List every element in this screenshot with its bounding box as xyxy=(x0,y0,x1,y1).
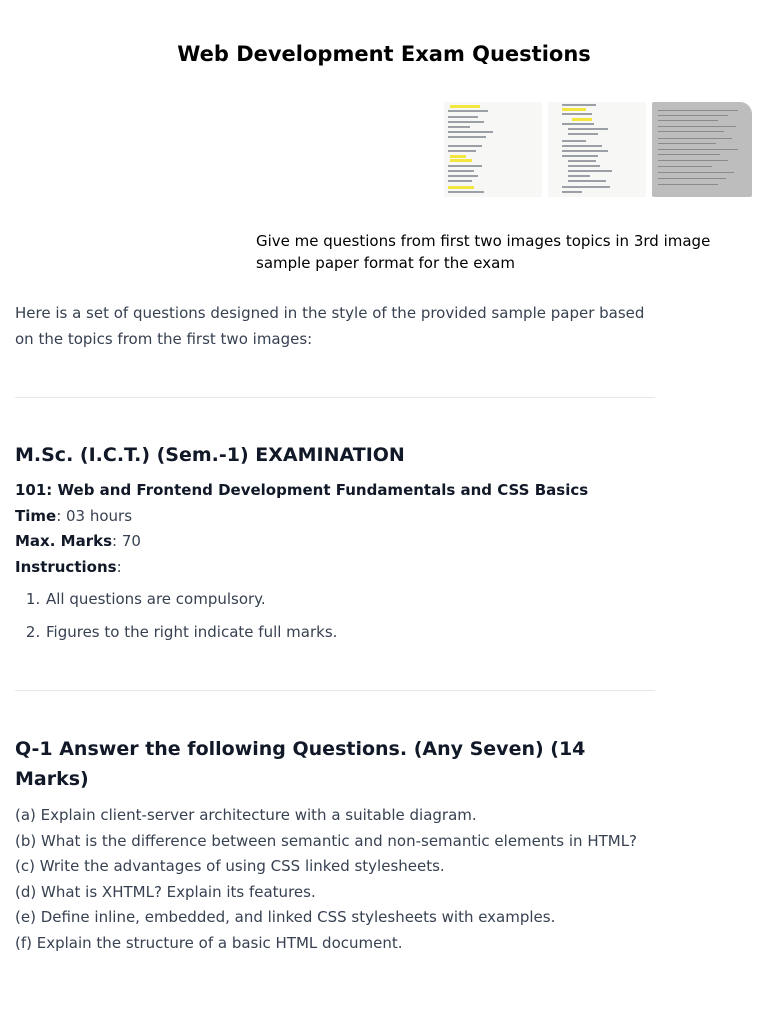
list-item: 1. All questions are compulsory. xyxy=(45,588,655,610)
q1-heading: Q-1 Answer the following Questions. (Any Seven) (14 Marks) xyxy=(15,738,586,790)
attachment-thumbnails xyxy=(444,102,752,197)
attachment-image-2[interactable] xyxy=(548,102,646,197)
subject-line xyxy=(15,478,655,504)
question-item: (b) What is the difference between semantic and non-semantic elements in HTML? xyxy=(15,831,638,850)
page-title: Web Development Exam Questions xyxy=(177,42,591,66)
assistant-response xyxy=(15,300,655,956)
question-item: (a) Explain client-server architecture with a suitable diagram. xyxy=(15,806,477,824)
question-item: (c) Write the advantages of using CSS linked stylesheets. xyxy=(15,857,445,875)
time-label: Time xyxy=(15,506,57,525)
instructions-colon: : xyxy=(116,557,122,576)
instructions-line xyxy=(15,555,655,581)
question-item: (d) What is XHTML? Explain its features. xyxy=(15,882,316,901)
attachment-image-1[interactable] xyxy=(444,102,542,197)
subject-text: 101: Web and Frontend Development Fundamentals and CSS Basics xyxy=(15,481,589,499)
marks-value: : 70 xyxy=(112,532,141,550)
question-item: (e) Define inline, embedded, and linked CSS stylesheets with examples. xyxy=(15,908,556,926)
response-intro: Here is a set of questions designed in the style of the provided sample paper based on the topics from the first two images: xyxy=(15,304,645,348)
marks-label: Max. Marks xyxy=(15,532,112,550)
time-value: : 03 hours xyxy=(56,506,133,525)
marks-line xyxy=(15,529,655,555)
exam-heading: M.Sc. (I.C.T.) (Sem.-1) EXAMINATION xyxy=(15,444,405,466)
instructions-label: Instructions xyxy=(15,557,117,576)
list-item: 2. Figures to the right indicate full marks. xyxy=(45,621,655,643)
instructions-list xyxy=(15,588,655,643)
user-message: Give me questions from first two images topics in 3rd image sample paper format for the exam xyxy=(256,232,711,272)
question-item: (f) Explain the structure of a basic HTML document. xyxy=(15,933,403,952)
time-line xyxy=(15,504,655,530)
attachment-image-3[interactable] xyxy=(652,102,752,197)
